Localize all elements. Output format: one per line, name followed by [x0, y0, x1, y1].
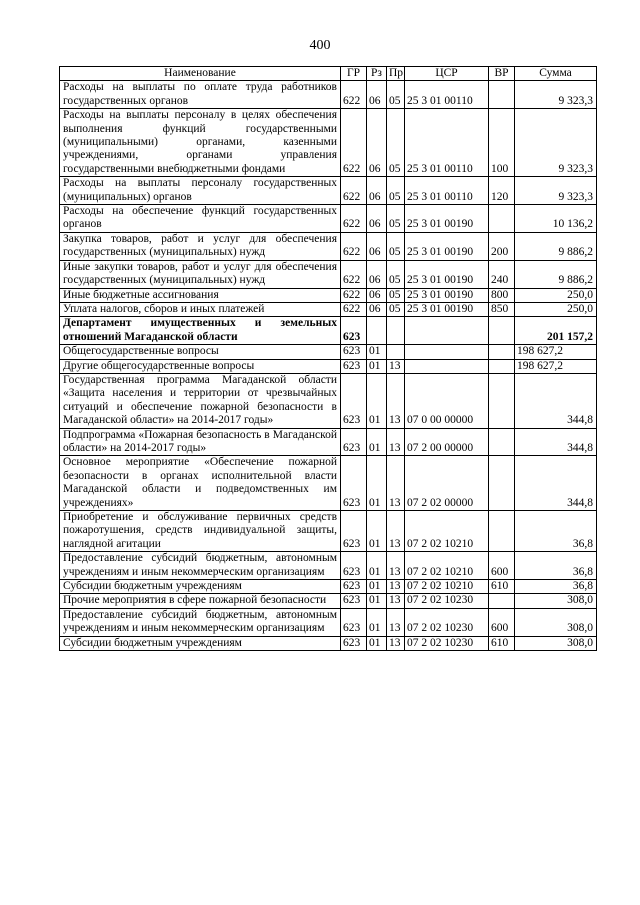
table-row [60, 608, 597, 636]
row-gr: 623 [341, 359, 367, 373]
row-pr [387, 345, 405, 359]
row-sum: 308,0 [515, 594, 597, 608]
row-csr [405, 359, 489, 373]
header-vr: ВР [489, 67, 515, 81]
table-row [60, 456, 597, 511]
row-name: Департамент имущественных и земельных отношений Магаданской области [60, 317, 341, 345]
row-name: Расходы на выплаты по оплате труда работников государственных органов [60, 81, 341, 109]
row-name: Субсидии бюджетным учреждениям [60, 636, 341, 650]
header-sum: Сумма [515, 67, 597, 81]
row-pr: 05 [387, 260, 405, 288]
row-vr [489, 428, 515, 456]
row-gr: 623 [341, 428, 367, 456]
table-row [60, 636, 597, 650]
row-rz: 01 [367, 373, 387, 428]
row-vr [489, 511, 515, 552]
row-gr: 623 [341, 456, 367, 511]
row-sum: 9 323,3 [515, 109, 597, 177]
row-csr: 25 3 01 00190 [405, 260, 489, 288]
row-gr: 622 [341, 232, 367, 260]
row-gr: 622 [341, 302, 367, 316]
row-vr [489, 373, 515, 428]
row-gr: 623 [341, 580, 367, 594]
row-csr: 25 3 01 00110 [405, 177, 489, 205]
row-rz: 01 [367, 552, 387, 580]
row-name: Предоставление субсидий бюджетным, автономным учреждениям и иным некоммерческим организациям [60, 552, 341, 580]
row-name: Приобретение и обслуживание первичных средств пожаротушения, средств индивидуальной защиты, наглядной агитации [60, 511, 341, 552]
row-csr: 25 3 01 00110 [405, 81, 489, 109]
row-name: Общегосударственные вопросы [60, 345, 341, 359]
table-row [60, 345, 597, 359]
row-gr: 622 [341, 177, 367, 205]
row-gr: 622 [341, 109, 367, 177]
page-number: 400 [309, 38, 331, 53]
row-rz: 01 [367, 511, 387, 552]
row-csr: 07 2 02 10230 [405, 594, 489, 608]
row-rz: 01 [367, 456, 387, 511]
row-name: Расходы на выплаты персоналу в целях обеспечения выполнения функций государственными (муниципальными) органами, казенными учреждениями, органами управления государственными внебюджетными фондами [60, 109, 341, 177]
row-rz: 01 [367, 359, 387, 373]
row-vr: 610 [489, 636, 515, 650]
row-vr: 240 [489, 260, 515, 288]
row-sum: 198 627,2 [515, 345, 597, 359]
row-pr: 13 [387, 636, 405, 650]
row-name: Иные бюджетные ассигнования [60, 288, 341, 302]
row-csr: 07 2 02 10230 [405, 608, 489, 636]
row-sum: 10 136,2 [515, 205, 597, 233]
row-csr: 07 2 00 00000 [405, 428, 489, 456]
row-sum: 201 157,2 [515, 317, 597, 345]
table-row [60, 580, 597, 594]
header-name: Наименование [60, 67, 341, 81]
header-rz: Рз [367, 67, 387, 81]
row-gr: 623 [341, 594, 367, 608]
row-rz: 06 [367, 81, 387, 109]
header-gr: ГР [341, 67, 367, 81]
row-sum: 344,8 [515, 373, 597, 428]
row-name: Предоставление субсидий бюджетным, автономным учреждениям и иным некоммерческим организациям [60, 608, 341, 636]
row-sum: 308,0 [515, 608, 597, 636]
row-sum: 9 886,2 [515, 260, 597, 288]
row-vr: 120 [489, 177, 515, 205]
table-row [60, 260, 597, 288]
row-csr: 07 2 02 00000 [405, 456, 489, 511]
row-sum: 250,0 [515, 302, 597, 316]
row-pr: 13 [387, 608, 405, 636]
table-row [60, 205, 597, 233]
row-pr: 13 [387, 552, 405, 580]
row-csr: 07 2 02 10210 [405, 552, 489, 580]
row-csr: 25 3 01 00190 [405, 205, 489, 233]
table-row [60, 552, 597, 580]
row-sum: 9 886,2 [515, 232, 597, 260]
row-pr: 05 [387, 302, 405, 316]
row-vr: 850 [489, 302, 515, 316]
row-rz: 06 [367, 260, 387, 288]
row-sum: 9 323,3 [515, 177, 597, 205]
header-pr: Пр [387, 67, 405, 81]
row-sum: 9 323,3 [515, 81, 597, 109]
row-pr: 05 [387, 288, 405, 302]
row-rz: 06 [367, 205, 387, 233]
row-name: Государственная программа Магаданской области «Защита населения и территории от чрезвычайных ситуаций и обеспечение пожарной безопасности в Магаданской области» на 2014-2017 годы» [60, 373, 341, 428]
row-vr [489, 594, 515, 608]
row-pr: 13 [387, 359, 405, 373]
row-pr: 05 [387, 81, 405, 109]
row-rz: 06 [367, 109, 387, 177]
row-gr: 623 [341, 636, 367, 650]
budget-table [59, 66, 597, 651]
row-gr: 623 [341, 608, 367, 636]
row-rz: 01 [367, 594, 387, 608]
row-gr: 622 [341, 81, 367, 109]
table-row [60, 232, 597, 260]
row-vr [489, 359, 515, 373]
row-vr: 200 [489, 232, 515, 260]
row-pr: 05 [387, 177, 405, 205]
header-csr: ЦСР [405, 67, 489, 81]
row-vr [489, 81, 515, 109]
row-sum: 36,8 [515, 552, 597, 580]
row-name: Расходы на обеспечение функций государственных органов [60, 205, 341, 233]
row-csr: 07 0 00 00000 [405, 373, 489, 428]
row-vr: 600 [489, 552, 515, 580]
table-row [60, 594, 597, 608]
row-gr: 623 [341, 345, 367, 359]
row-name: Субсидии бюджетным учреждениям [60, 580, 341, 594]
row-pr: 13 [387, 511, 405, 552]
row-rz: 06 [367, 288, 387, 302]
row-csr: 25 3 01 00190 [405, 232, 489, 260]
row-vr [489, 345, 515, 359]
row-sum: 36,8 [515, 511, 597, 552]
row-csr: 07 2 02 10230 [405, 636, 489, 650]
row-vr: 610 [489, 580, 515, 594]
table-row [60, 288, 597, 302]
row-rz: 06 [367, 177, 387, 205]
row-rz: 01 [367, 345, 387, 359]
row-pr: 13 [387, 580, 405, 594]
row-rz: 01 [367, 580, 387, 594]
row-rz: 01 [367, 608, 387, 636]
row-pr: 13 [387, 428, 405, 456]
row-gr: 622 [341, 260, 367, 288]
row-vr: 100 [489, 109, 515, 177]
table-row [60, 373, 597, 428]
row-vr [489, 317, 515, 345]
table-row [60, 428, 597, 456]
row-rz [367, 317, 387, 345]
row-name: Прочие мероприятия в сфере пожарной безопасности [60, 594, 341, 608]
row-csr: 07 2 02 10210 [405, 580, 489, 594]
row-pr: 13 [387, 594, 405, 608]
row-gr: 623 [341, 373, 367, 428]
table-row [60, 317, 597, 345]
row-pr: 05 [387, 232, 405, 260]
row-csr: 07 2 02 10210 [405, 511, 489, 552]
row-csr: 25 3 01 00110 [405, 109, 489, 177]
row-name: Основное мероприятие «Обеспечение пожарной безопасности в органах исполнительной власти Магаданской области и подведомственных им учреждениях» [60, 456, 341, 511]
row-vr [489, 205, 515, 233]
row-name: Закупка товаров, работ и услуг для обеспечения государственных (муниципальных) нужд [60, 232, 341, 260]
row-sum: 198 627,2 [515, 359, 597, 373]
row-gr: 622 [341, 288, 367, 302]
table-row [60, 81, 597, 109]
row-rz: 01 [367, 428, 387, 456]
row-vr [489, 456, 515, 511]
row-sum: 308,0 [515, 636, 597, 650]
row-pr [387, 317, 405, 345]
row-pr: 05 [387, 205, 405, 233]
row-sum: 344,8 [515, 456, 597, 511]
row-csr: 25 3 01 00190 [405, 288, 489, 302]
row-gr: 623 [341, 552, 367, 580]
table-row [60, 109, 597, 177]
row-name: Другие общегосударственные вопросы [60, 359, 341, 373]
row-sum: 250,0 [515, 288, 597, 302]
row-vr: 600 [489, 608, 515, 636]
row-csr [405, 317, 489, 345]
row-name: Расходы на выплаты персоналу государственных (муниципальных) органов [60, 177, 341, 205]
row-rz: 06 [367, 232, 387, 260]
row-sum: 344,8 [515, 428, 597, 456]
row-name: Уплата налогов, сборов и иных платежей [60, 302, 341, 316]
row-name: Подпрограмма «Пожарная безопасность в Магаданской области» на 2014-2017 годы» [60, 428, 341, 456]
row-name: Иные закупки товаров, работ и услуг для обеспечения государственных (муниципальных) нужд [60, 260, 341, 288]
row-pr: 13 [387, 456, 405, 511]
table-row [60, 177, 597, 205]
row-sum: 36,8 [515, 580, 597, 594]
row-vr: 800 [489, 288, 515, 302]
table-row [60, 511, 597, 552]
row-rz: 01 [367, 636, 387, 650]
row-gr: 622 [341, 205, 367, 233]
table-header-row [60, 67, 597, 81]
row-rz: 06 [367, 302, 387, 316]
row-pr: 05 [387, 109, 405, 177]
row-csr [405, 345, 489, 359]
row-pr: 13 [387, 373, 405, 428]
row-gr: 623 [341, 317, 367, 345]
row-csr: 25 3 01 00190 [405, 302, 489, 316]
table-row [60, 302, 597, 316]
table-row [60, 359, 597, 373]
row-gr: 623 [341, 511, 367, 552]
